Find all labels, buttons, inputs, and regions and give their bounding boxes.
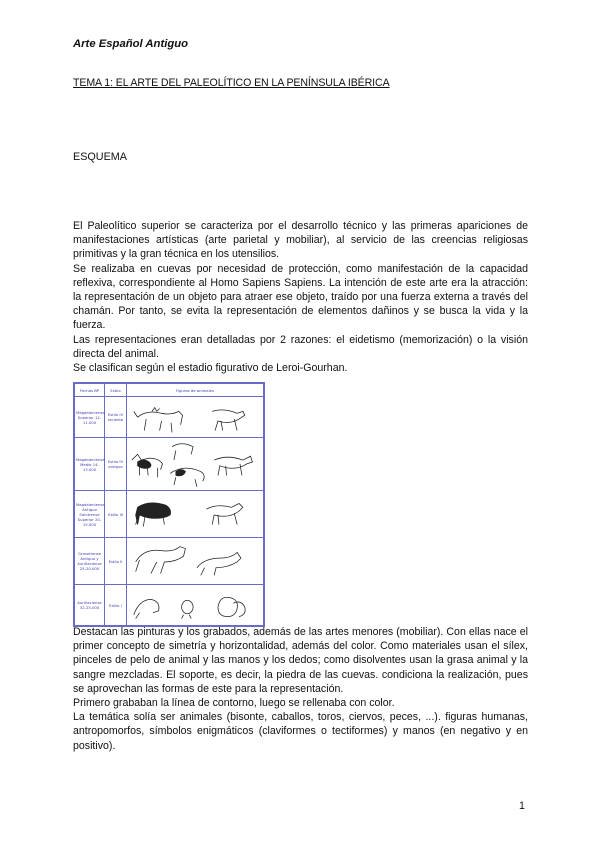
section-heading: ESQUEMA xyxy=(73,151,127,163)
style-cell: Estilo I xyxy=(105,585,127,626)
header-cell: Figuras de animales xyxy=(127,384,264,397)
animal-figures-cell xyxy=(127,491,264,538)
animal-figures-cell xyxy=(127,538,264,585)
animal-drawings-image xyxy=(128,439,262,489)
animal-drawings-image xyxy=(128,492,262,536)
table-header-row xyxy=(75,384,264,397)
table-row xyxy=(75,491,264,538)
style-cell: Estilo II xyxy=(105,538,127,585)
style-cell: Estilo IV reciente xyxy=(105,397,127,438)
style-cell: Estilo IV antiguo xyxy=(105,438,127,491)
topic-title: TEMA 1: EL ARTE DEL PALEOLÍTICO EN LA PENÍNSULA IBÉRICA xyxy=(73,77,390,89)
period-cell: Gravetiense Antiguo y Auriñaciense 25-20.000 xyxy=(75,538,105,585)
paragraph: Destacan las pinturas y los grabados, además de las artes menores (mobiliar). Con ellas nace el primer concepto de simetría y horizontalidad, además del color. Como materiales usan el sílex, pinceles de pelo de animal y las manos y los dedos; como disolventes usan la grasa animal y la sangre mezcladas. El soporte, es decir, la piedra de las cuevas. condiciona la realización, pues se aprovechan las formas de este para la representación. xyxy=(73,626,528,695)
period-cell: Magdaleniense Superior 12-11.000 xyxy=(75,397,105,438)
animal-drawings-image xyxy=(128,586,262,624)
paragraph: Primero grababan la línea de contorno, luego se rellenaba con color. xyxy=(73,697,395,710)
paragraph: Se clasifican según el estadio figurativo de Leroi-Gourhan. xyxy=(73,362,348,375)
paragraph: La temática solía ser animales (bisonte, caballos, toros, ciervos, peces, ...). figuras humanas, antropomorfos, símbolos enigmáticos (claviformes o tectiformes) y manos (en negativo y en positivo). xyxy=(73,711,528,752)
animal-drawings-image xyxy=(128,398,262,436)
paragraph: El Paleolítico superior se caracteriza por el desarrollo técnico y las primeras apariciones de manifestaciones artísticas (arte parietal y mobiliar), al servicio de las creencias religiosas primitivas y la gran técnica en los utensilios. xyxy=(73,220,528,261)
paragraph: Se realizaba en cuevas por necesidad de protección, como manifestación de la capacidad reflexiva, correspondiente al Homo Sapiens Sapiens. La intención de este arte era la atracción: la representación de un objeto para atraer ese objeto, traído por una fuerza externa a través del chamán. Por tanto, se evita la representación de elementos dañinos y se busca la vida y la fuerza. xyxy=(73,262,528,332)
page-number: 1 xyxy=(519,800,525,812)
animal-figures-cell xyxy=(127,397,264,438)
table-row xyxy=(75,397,264,438)
animal-figures-cell xyxy=(127,585,264,626)
period-cell: Auriñaciense 32-25.000 xyxy=(75,585,105,626)
header-cell: Estilo xyxy=(105,384,127,397)
table-row xyxy=(75,585,264,626)
intro-text xyxy=(73,219,528,375)
style-cell: Estilo III xyxy=(105,491,127,538)
animal-figures-cell xyxy=(127,438,264,491)
table-row xyxy=(75,538,264,585)
leroi-gourhan-table-figure xyxy=(73,382,265,627)
period-cell: Magdaleniense Antiguo Solutrense Superior 20-15.000 xyxy=(75,491,105,538)
header-cell: Fechas BP xyxy=(75,384,105,397)
course-title: Arte Español Antiguo xyxy=(73,38,189,50)
table-row xyxy=(75,438,264,491)
period-cell: Magdaleniense Medio 14-13.000 xyxy=(75,438,105,491)
materials-text xyxy=(73,625,528,753)
animal-drawings-image xyxy=(128,539,262,583)
styles-table xyxy=(74,383,264,626)
paragraph: Las representaciones eran detalladas por 2 razones: el eidetismo (memorización) o la visión directa del animal. xyxy=(73,333,528,360)
